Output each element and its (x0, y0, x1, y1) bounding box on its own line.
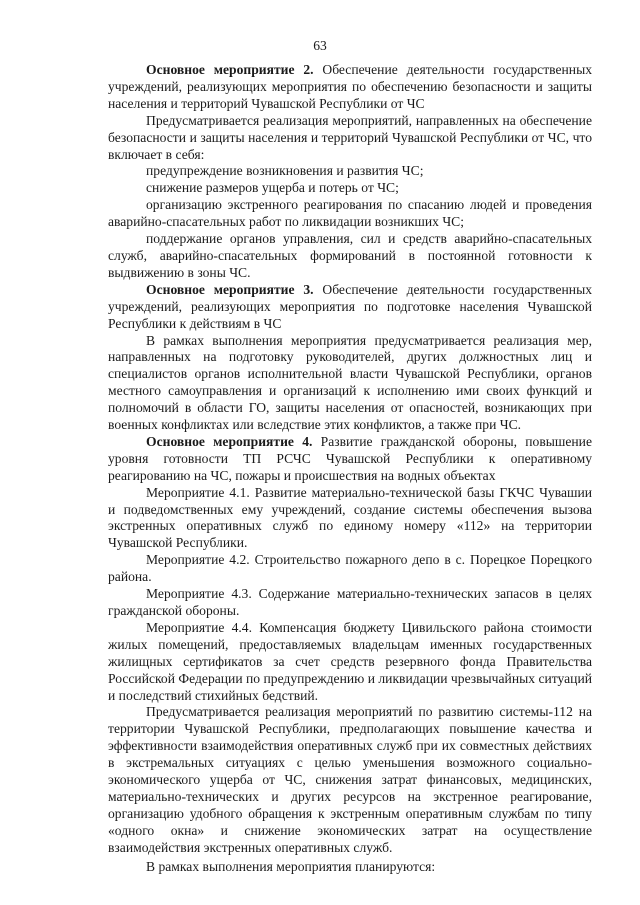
list-item (108, 197, 592, 231)
paragraph-text: Мероприятие 4.4. Компенсация бюджету Цивильского района стоимости жилых помещений, предоставляемых владельцам именных государственных жилищных сертификатов за счет средств резервного фонда Правительства Российской Федерации по предупреждению и ликвидации чрезвычайных ситуаций и последствий стихийных бедствий. (108, 619, 592, 703)
paragraph (108, 704, 592, 856)
paragraph-text: предупреждение возникновения и развития ЧС; (146, 163, 424, 179)
paragraph-text: Предусматривается реализация мероприятий, направленных на обеспечение безопасности и защиты населения и территорий Чувашской Республики от ЧС, что включает в себя: (108, 112, 592, 162)
paragraph-measure-3 (108, 282, 592, 333)
paragraph-measure-4-1 (108, 485, 592, 553)
paragraph-text: Предусматривается реализация мероприятий по развитию системы-112 на территории Чувашской Республики, предполагающих повышение качества и эффективности взаимодействия оперативных служб при их совместных действиях в экстремальных ситуациях с целью уменьшения возможного социально-экономического ущерба от ЧС, снижения затрат финансовых, медицинских, материально-технических и других ресурсов на экстренное реагирование, организацию удобного обращения к экстренным оперативным службам по типу «одного окна» и снижение экономических затрат на осуществление взаимодействия экстренных оперативных служб. (108, 704, 592, 855)
paragraph-text: Развитие гражданской обороны, повышение уровня готовности ТП РСЧС Чувашской Республики к оперативному реагированию на ЧС, пожары и происшествия на водных объектах (108, 433, 592, 483)
paragraph-text: В рамках выполнения мероприятия планируются: (146, 858, 436, 874)
list-item (108, 163, 592, 180)
paragraph-measure-4 (108, 434, 592, 485)
paragraph-text: Обеспечение деятельности государственных учреждений, реализующих мероприятия по обеспечению безопасности и защиты населения и территорий Чувашской Республики от ЧС (108, 62, 592, 111)
paragraph-text: организацию экстренного реагирования по спасанию людей и проведения аварийно-спасательных работ по ликвидации возникших ЧС; (108, 197, 592, 230)
paragraph-text: Обеспечение деятельности государственных учреждений, реализующих мероприятия по подготовке населения Чувашской Республики к действиям в ЧС (108, 281, 592, 331)
paragraph (108, 859, 592, 876)
paragraph-text: Мероприятие 4.2. Строительство пожарного депо в с. Порецкое Порецкого района. (108, 552, 592, 585)
paragraph-heading: Основное мероприятие 2. (146, 62, 314, 77)
paragraph-measure-4-4 (108, 620, 592, 705)
paragraph (108, 113, 592, 164)
paragraph-measure-4-2 (108, 552, 592, 586)
paragraph-measure-2 (108, 62, 592, 113)
paragraph-text: поддержание органов управления, сил и средств аварийно-спасательных служб, аварийно-спасательных формирований в постоянной готовности к выдвижению в зоны ЧС. (108, 231, 592, 280)
paragraph (108, 333, 592, 434)
paragraph-text: В рамках выполнения мероприятия предусматривается реализация мер, направленных на подготовку руководителей, других должностных лиц и специалистов органов исполнительной власти Чувашской Республики, органов местного самоуправления и организаций к исполнению ими своих функций и полномочий в области ГО, защиты населения от опасностей, возникающих при военных конфликтах или вследствие этих конфликтов, а также при ЧС. (108, 332, 592, 433)
list-item (108, 231, 592, 282)
paragraph-heading: Основное мероприятие 3. (146, 281, 314, 297)
paragraph-text: снижение размеров ущерба и потерь от ЧС; (146, 180, 399, 196)
list-item (108, 180, 592, 197)
paragraph-text: Мероприятие 4.3. Содержание материально-технических запасов в целях гражданской обороны. (108, 586, 592, 618)
document-body (108, 62, 592, 876)
paragraph-heading: Основное мероприятие 4. (146, 433, 313, 449)
page-number: 63 (313, 38, 327, 53)
paragraph-measure-4-3 (108, 586, 592, 620)
paragraph-text: Мероприятие 4.1. Развитие материально-технической базы ГКЧС Чувашии и подведомственных ему учреждений, создание системы обеспечения вызова экстренных оперативных служб по единому номеру «112» на территории Чувашской Республики. (108, 484, 592, 551)
